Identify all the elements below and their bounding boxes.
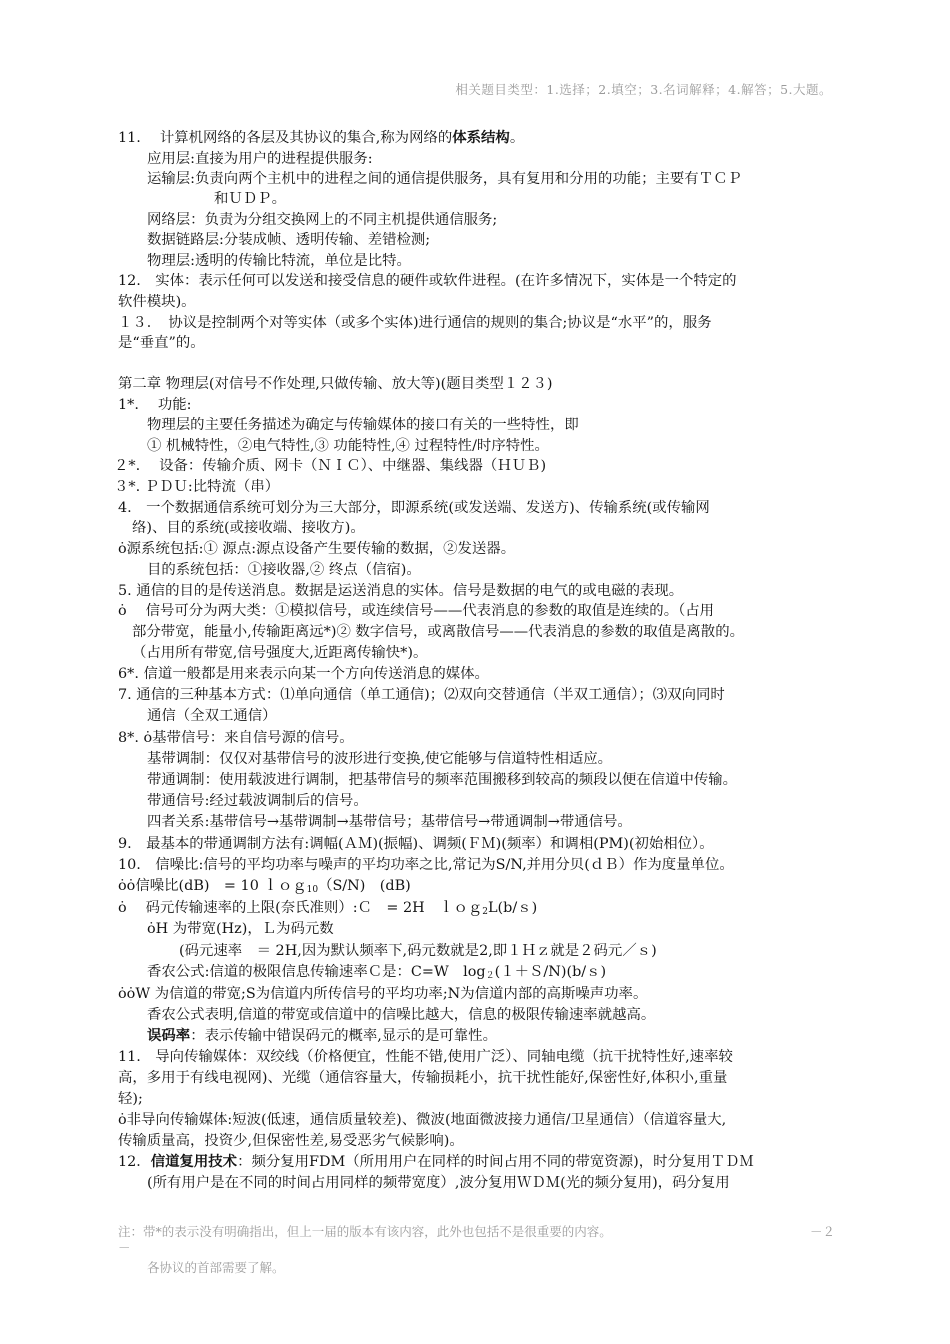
text-line: 带通调制：使用载波进行调制，把基带信号的频率范围搬移到较高的频段以便在信道中传输。 bbox=[147, 772, 738, 788]
subscript: ２ bbox=[485, 971, 495, 981]
text-line: 部分带宽，能量小,传输距离远*)② 数字信号，或离散信号——代表消息的参数的取值是离散的。 bbox=[132, 624, 744, 640]
text: 11. 计算机网络的各层及其协议的集合,称为网络的 bbox=[118, 130, 453, 146]
text-line: 9. 最基本的带通调制方法有:调幅(ＡＭ)(振幅)、调频(ＦＭ)(频率）和调相(PM)(初始相位）。 bbox=[118, 836, 714, 852]
shannon-formula bbox=[147, 962, 606, 986]
item-11-architecture bbox=[118, 128, 524, 148]
text-line: 四者关系:基带信号→基带调制→基带信号；基带信号→带通调制→带通信号。 bbox=[147, 814, 632, 830]
text-line: 高，多用于有线电视网)、光缆（通信容量大，传输损耗小，抗干扰性能好,保密性好,体积小,重量 bbox=[118, 1070, 728, 1086]
text-line: 11. 导向传输媒体：双绞线（价格便宜，性能不错,使用广泛）、同轴电缆（抗干扰特性好,速率较 bbox=[118, 1049, 733, 1065]
text: 12． bbox=[118, 1154, 151, 1170]
text-line: 是“垂直”的。 bbox=[118, 335, 205, 351]
text-line: 应用层:直接为用户的进程提供服务: bbox=[147, 151, 373, 167]
text: 。 bbox=[509, 130, 525, 146]
footer-extra: 各协议的首部需要了解。 bbox=[147, 1260, 285, 1275]
text-line: 运输层:负责向两个主机中的进程之间的通信提供服务，具有复用和分用的功能；主要有ＴＣＰ bbox=[147, 171, 742, 187]
text: ：频分复用FDM（所用用户在同样的时间占用不同的带宽资源)，时分复用ＴＤＭ bbox=[237, 1154, 754, 1170]
text: L(b/ｓ) bbox=[487, 900, 538, 916]
text-line: 络)、目的系统(或接收端、接收方)。 bbox=[132, 520, 365, 536]
text-line: 8*. ȯ基带信号：来自信号源的信号。 bbox=[118, 730, 354, 746]
multiplexing-line bbox=[118, 1152, 754, 1172]
text-line: 数据链路层:分装成帧、透明传输、差错检测; bbox=[147, 232, 431, 248]
bit-error-rate bbox=[147, 1026, 497, 1046]
text-line: 4. 一个数据通信系统可划分为三大部分，即源系统(或发送端、发送方)、传输系统(或传输网 bbox=[118, 500, 710, 516]
subscript: 2 bbox=[482, 907, 488, 917]
bold-term: 信道复用技术 bbox=[150, 1154, 238, 1170]
text-line: （占用所有带宽,信号强度大,近距离传输快*)。 bbox=[132, 645, 428, 661]
page-header: 相关题目类型：1.选择；2.填空；3.名词解释；4.解答；5.大题。 bbox=[455, 82, 832, 97]
text-line: ȯH 为带宽(Hz)，Ｌ为码元数 bbox=[147, 921, 334, 937]
text: (１＋Ｓ/N)(b/ｓ) bbox=[494, 964, 607, 980]
text-line: 7. 通信的三种基本方式：⑴单向通信（单工通信)；⑵双向交替通信（半双工通信）；⑶双向同时 bbox=[118, 687, 725, 703]
text-line: 香农公式表明,信道的带宽或信道中的信噪比越大，信息的极限传输速率就越高。 bbox=[147, 1007, 656, 1023]
footer-note: 注：带*的表示没有明确指出，但上一届的版本有该内容，此外也包括不是很重要的内容。 bbox=[118, 1224, 612, 1239]
text-line: 10. 信噪比:信号的平均功率与噪声的平均功率之比,常记为S/N,并用分贝(ｄＢ）作为度量单位。 bbox=[118, 857, 734, 873]
text-line: 1*. 功能: bbox=[118, 397, 192, 413]
text: ȯȯ信噪比(dB) = 10 ｌｏｇ bbox=[118, 878, 307, 894]
text-line: １３． 协议是控制两个对等实体（或多个实体)进行通信的规则的集合;协议是“水平”的，服务 bbox=[118, 315, 712, 331]
bold-term: 误码率 bbox=[147, 1028, 191, 1044]
text-line: 通信（全双工通信） bbox=[147, 708, 277, 724]
page-number: －２ bbox=[810, 1224, 836, 1239]
text-line: 带通信号:经过载波调制后的信号。 bbox=[147, 793, 368, 809]
text-line: (码元速率 ＝ 2H,因为默认频率下,码元数就是2,即１Ｈｚ就是２码元／ｓ) bbox=[179, 943, 657, 959]
text: ：表示传输中错误码元的概率,显示的是可靠性。 bbox=[190, 1028, 497, 1044]
text: （S/N) (dB) bbox=[318, 878, 411, 894]
text-line: ȯȯW 为信道的带宽;S为信道内所传信号的平均功率;N为信道内部的高斯噪声功率。 bbox=[118, 986, 648, 1002]
text-line: 软件模块)。 bbox=[118, 294, 196, 310]
snr-formula bbox=[118, 876, 411, 900]
text-line: 5. 通信的目的是传送消息。数据是运送消息的实体。信号是数据的电气的或电磁的表现。 bbox=[118, 583, 684, 599]
subscript: 10 bbox=[306, 885, 319, 895]
text-line: 轻); bbox=[118, 1091, 143, 1107]
text-line: 和ＵＤＰ。 bbox=[214, 191, 286, 207]
text-line: ȯ非导向传输媒体:短波(低速，通信质量较差)、微波(地面微波接力通信/卫星通信）（信道容量大, bbox=[118, 1112, 727, 1128]
text-line: 物理层的主要任务描述为确定与传输媒体的接口有关的一些特性，即 bbox=[147, 417, 579, 433]
chapter-heading: 第二章 物理层(对信号不作处理,只做传输、放大等)(题目类型１２３) bbox=[118, 376, 553, 392]
footer-dash: － bbox=[118, 1240, 131, 1255]
bold-term: 体系结构 bbox=[452, 130, 510, 146]
text-line: 目的系统包括：①接收器,② 终点（信宿)。 bbox=[147, 562, 421, 578]
text-line: ① 机械特性，②电气特性,③ 功能特性,④ 过程特性/时序特性。 bbox=[147, 438, 549, 454]
text-line: (所有用户是在不同的时间占用同样的频带宽度）,波分复用ＷＤＭ(光的频分复用)，码分复用 bbox=[147, 1175, 730, 1191]
text-line: ２*. 设备：传输介质、网卡（ＮＩＣ）、中继器、集线器（ＨＵＢ) bbox=[114, 458, 547, 474]
text-line: 网络层：负责为分组交换网上的不同主机提供通信服务; bbox=[147, 212, 498, 228]
text-line: ȯ源系统包括:① 源点:源点设备产生要传输的数据，②发送器。 bbox=[118, 541, 516, 557]
text-line: 6*. 信道一般都是用来表示向某一个方向传送消息的媒体。 bbox=[118, 666, 489, 682]
text-line: 传输质量高，投资少,但保密性差,易受恶劣气候影响)。 bbox=[118, 1133, 464, 1149]
text: ȯ 码元传输速率的上限(奈氏准则）:Ｃ = 2H ｌｏｇ bbox=[118, 900, 483, 916]
text-line: ３*. ＰＤＵ:比特流（串） bbox=[114, 479, 280, 495]
text: 香农公式:信道的极限信息传输速率Ｃ是：C=W log bbox=[147, 964, 486, 980]
text-line: 物理层:透明的传输比特流，单位是比特。 bbox=[147, 253, 411, 269]
text-line: ȯ 信号可分为两大类：①模拟信号，或连续信号——代表消息的参数的取值是连续的。（占用 bbox=[118, 603, 715, 619]
text-line: 12. 实体：表示任何可以发送和接受信息的硬件或软件进程。(在许多情况下，实体是一个特定的 bbox=[118, 273, 737, 289]
text-line: 基带调制：仅仅对基带信号的波形进行变换,使它能够与信道特性相适应。 bbox=[147, 751, 613, 767]
